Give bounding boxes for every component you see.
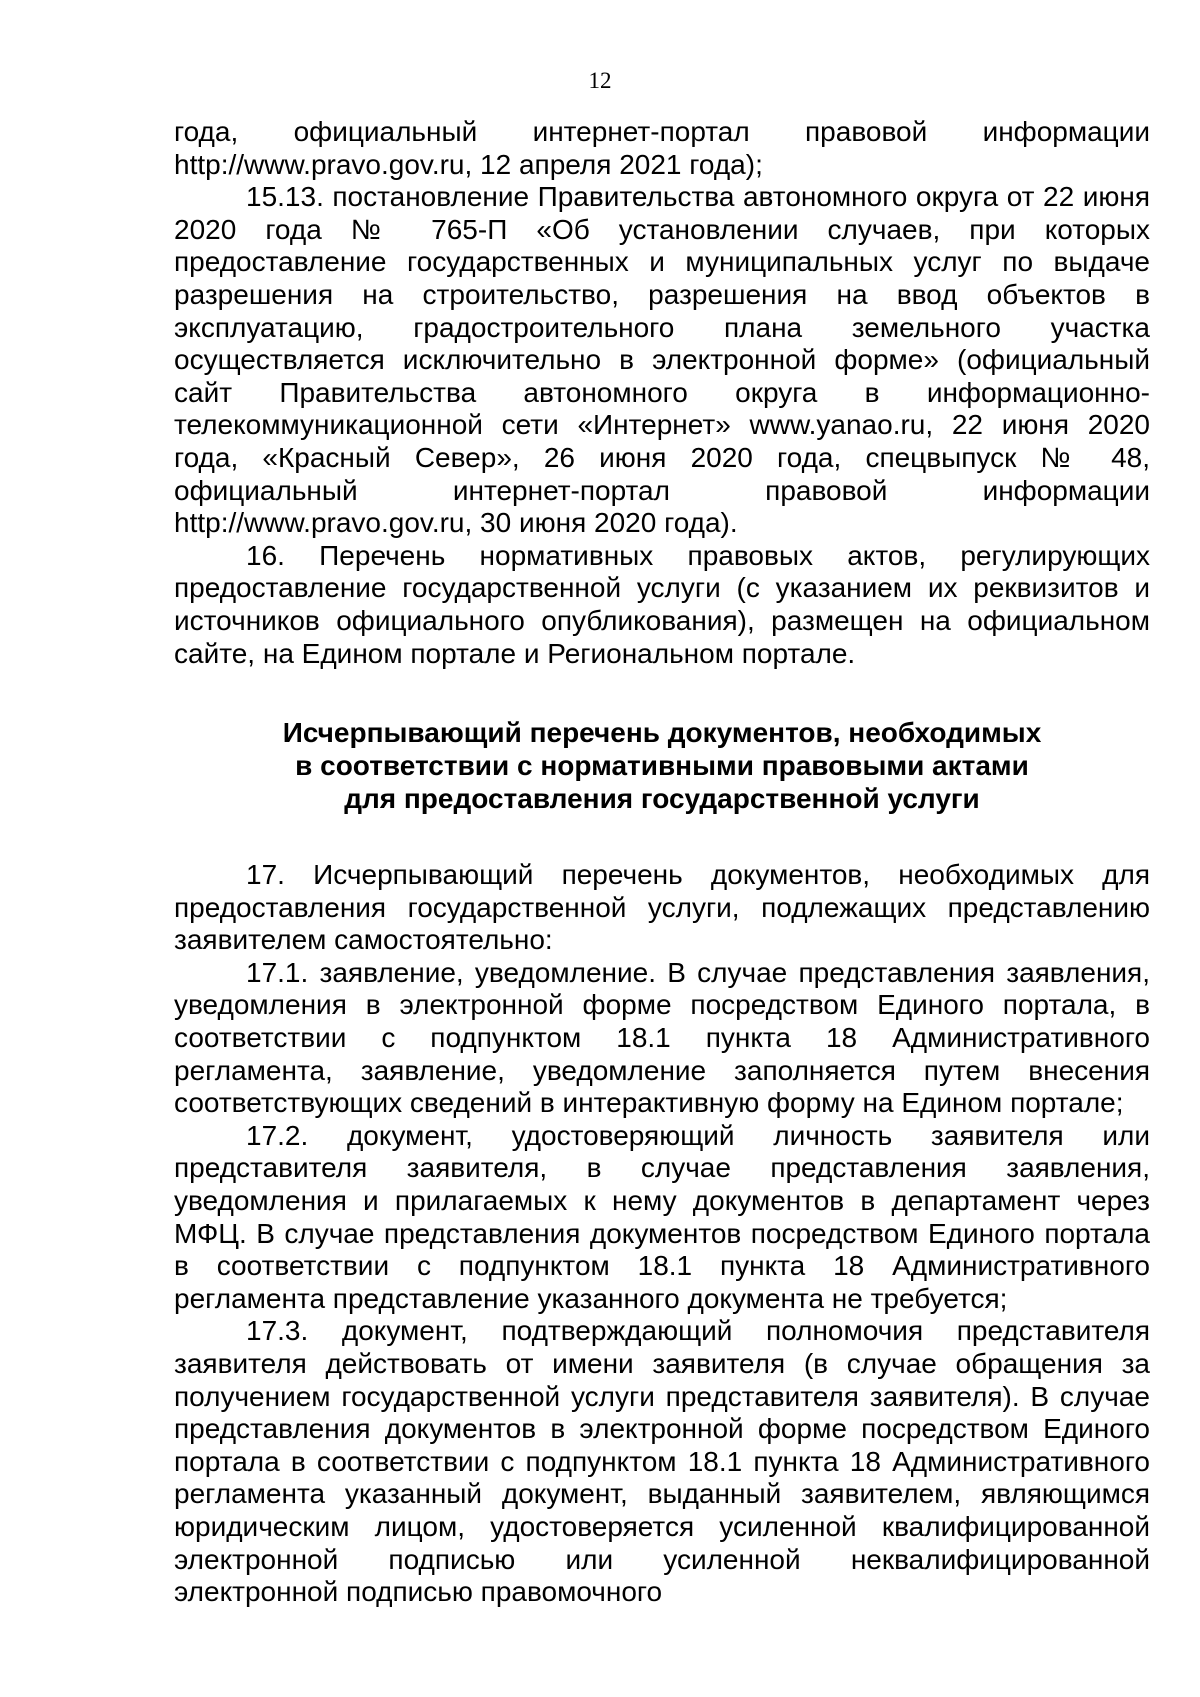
- paragraph-17-3: 17.3. документ, подтверждающий полномочия представителя заявителя действовать от имени заявителя (в случае обращения за получением государственной услуги представителя заявителя). В случае представления документов в электронной форме посредством Единого портала в соответствии с подпунктом 18.1 пункта 18 Административного регламента указанный документ, выданный заявителем, являющимся юридическим лицом, удостоверяется усиленной квалифицированной электронной подписью или усиленной неквалифицированной электронной подписью правомочного: [174, 1315, 1150, 1608]
- section-heading-line-1: Исчерпывающий перечень документов, необходимых: [282, 717, 1042, 749]
- paragraph-17: 17. Исчерпывающий перечень документов, необходимых для предоставления государственной услуги, подлежащих представлению заявителем самостоятельно:: [174, 859, 1150, 956]
- paragraph-15-13: 15.13. постановление Правительства автономного округа от 22 июня 2020 года № 765-П «Об установлении случаев, при которых предоставление государственных и муниципальных услуг по выдаче разрешения на строительство, разрешения на ввод объектов в эксплуатацию, градостроительного плана земельного участка осуществляется исключительно в электронной форме» (официальный сайт Правительства автономного округа в информационно-телекоммуникационной сети «Интернет» www.yanao.ru, 22 июня 2020 года, «Красный Север», 26 июня 2020 года, спецвыпуск № 48, официальный интернет-портал правовой информации http://www.pravo.gov.ru, 30 июня 2020 года).: [174, 181, 1150, 539]
- paragraph-17-1: 17.1. заявление, уведомление. В случае представления заявления, уведомления в электронной форме посредством Единого портала, в соответствии с подпунктом 18.1 пункта 18 Административного регламента, заявление, уведомление заполняется путем внесения соответствующих сведений в интерактивную форму на Едином портале;: [174, 956, 1150, 1119]
- section-heading-line-2: в соответствии с нормативными правовыми актами: [295, 750, 1029, 782]
- page-number: 12: [588, 68, 612, 93]
- document-body: [174, 116, 1150, 1609]
- paragraph-17-2: 17.2. документ, удостоверяющий личность заявителя или представителя заявителя, в случае представления заявления, уведомления и прилагаемых к нему документов в департамент через МФЦ. В случае представления документов посредством Единого портала в соответствии с подпунктом 18.1 пункта 18 Административного регламента представление указанного документа не требуется;: [174, 1119, 1150, 1314]
- paragraph-continuation: года, официальный интернет-портал правовой информации http://www.pravo.gov.ru, 12 апреля 2021 года);: [174, 116, 1150, 180]
- section-heading: [174, 716, 1150, 815]
- section-heading-line-3: для предоставления государственной услуги: [344, 783, 980, 815]
- paragraph-16: 16. Перечень нормативных правовых актов, регулирующих предоставление государственной услуги (с указанием их реквизитов и источников официального опубликования), размещен на официальном сайте, на Едином портале и Региональном портале.: [174, 539, 1150, 669]
